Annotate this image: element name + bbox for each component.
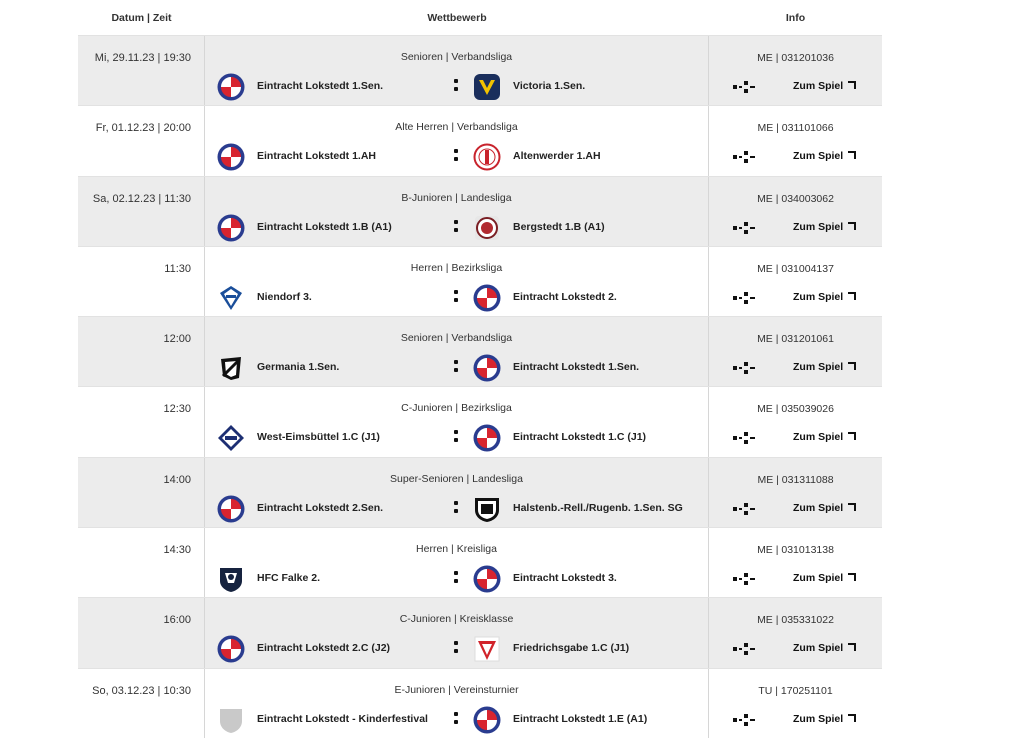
bergstedt-crest-icon xyxy=(473,214,501,242)
away-team: Eintracht Lokstedt 3. xyxy=(513,572,617,585)
zum-spiel-link[interactable]: Zum Spiel xyxy=(793,712,844,725)
lineup-icon[interactable] xyxy=(733,432,755,444)
score-separator-icon xyxy=(453,640,459,654)
match-date: 12:30 xyxy=(78,387,205,456)
home-team: Eintracht Lokstedt 1.Sen. xyxy=(257,80,384,92)
external-arrow-icon[interactable] xyxy=(848,714,856,722)
lineup-icon[interactable] xyxy=(733,362,755,374)
zum-spiel-link[interactable]: Zum Spiel xyxy=(793,431,844,444)
hfc-falke-crest-icon xyxy=(217,565,245,593)
lokstedt-crest-icon xyxy=(217,495,245,523)
away-team: Bergstedt 1.B (A1) xyxy=(513,220,605,233)
zum-spiel-link[interactable]: Zum Spiel xyxy=(793,150,844,163)
match-row xyxy=(78,386,882,456)
home-team: West-Eimsbüttel 1.C (J1) xyxy=(257,431,380,444)
zum-spiel-link[interactable]: Zum Spiel xyxy=(793,80,844,92)
match-code: ME | 031004137 xyxy=(757,262,834,275)
match-date: 14:00 xyxy=(78,458,205,527)
lokstedt-crest-icon xyxy=(473,424,501,452)
lineup-icon[interactable] xyxy=(733,222,755,234)
lokstedt-crest-icon xyxy=(473,284,501,312)
match-info xyxy=(709,177,882,246)
match-code: ME | 034003062 xyxy=(757,192,834,205)
league-label: Senioren | Verbandsliga xyxy=(400,51,513,63)
match-date: 11:30 xyxy=(78,247,205,316)
external-arrow-icon[interactable] xyxy=(848,643,856,651)
home-team: Eintracht Lokstedt - Kinderfestival xyxy=(257,712,428,725)
match-info xyxy=(709,528,882,597)
lineup-icon[interactable] xyxy=(733,292,755,304)
external-arrow-icon[interactable] xyxy=(848,81,856,89)
lokstedt-crest-icon xyxy=(473,565,501,593)
home-team: HFC Falke 2. xyxy=(257,572,321,585)
league-label: C-Junioren | Bezirksliga xyxy=(401,402,512,415)
external-arrow-icon[interactable] xyxy=(848,503,856,511)
match-code: ME | 035039026 xyxy=(757,403,834,416)
match-info xyxy=(709,669,882,738)
league-label: Herren | Kreisliga xyxy=(416,543,497,556)
table-header xyxy=(78,0,882,35)
zum-spiel-link[interactable]: Zum Spiel xyxy=(793,220,844,233)
match-code: ME | 031201036 xyxy=(757,52,834,64)
match-row xyxy=(78,457,882,527)
external-arrow-icon[interactable] xyxy=(848,432,856,440)
match-row xyxy=(78,176,882,246)
match-competition xyxy=(205,387,709,456)
score-separator-icon xyxy=(453,711,459,725)
league-label: Alte Herren | Verbandsliga xyxy=(395,121,518,134)
lineup-icon[interactable] xyxy=(733,714,755,726)
match-date: Mi, 29.11.23 | 19:30 xyxy=(78,36,205,105)
header-date-time: Datum | Zeit xyxy=(111,11,172,24)
match-info xyxy=(709,106,882,175)
match-date: Sa, 02.12.23 | 11:30 xyxy=(78,177,205,246)
match-row xyxy=(78,668,882,738)
lokstedt-crest-icon xyxy=(217,143,245,171)
match-row xyxy=(78,597,882,667)
score-separator-icon xyxy=(453,429,459,443)
away-team: Eintracht Lokstedt 1.Sen. xyxy=(513,361,640,374)
zum-spiel-link[interactable]: Zum Spiel xyxy=(793,572,844,585)
away-team: Eintracht Lokstedt 2. xyxy=(513,290,617,303)
league-label: Herren | Bezirksliga xyxy=(410,261,503,274)
germania-crest-icon xyxy=(217,354,245,382)
lineup-icon[interactable] xyxy=(733,503,755,515)
lineup-icon[interactable] xyxy=(733,81,755,93)
svhr-crest-icon xyxy=(473,495,501,523)
match-competition xyxy=(205,458,709,527)
zum-spiel-link[interactable]: Zum Spiel xyxy=(793,290,844,303)
match-info xyxy=(709,247,882,316)
match-date: 12:00 xyxy=(78,317,205,386)
match-code: ME | 035331022 xyxy=(757,614,834,627)
friedrichsgabe-crest-icon xyxy=(473,635,501,663)
match-competition xyxy=(205,317,709,386)
match-competition xyxy=(205,177,709,246)
match-row xyxy=(78,527,882,597)
score-separator-icon xyxy=(453,78,459,92)
match-competition xyxy=(205,36,709,105)
score-separator-icon xyxy=(453,570,459,584)
match-info xyxy=(709,36,882,105)
home-team: Eintracht Lokstedt 1.AH xyxy=(257,150,377,163)
external-arrow-icon[interactable] xyxy=(848,573,856,581)
home-team: Eintracht Lokstedt 2.Sen. xyxy=(257,501,384,514)
league-label: B-Junioren | Landesliga xyxy=(401,191,512,204)
match-info xyxy=(709,598,882,667)
match-code: ME | 031101066 xyxy=(757,122,834,135)
external-arrow-icon[interactable] xyxy=(848,362,856,370)
match-row xyxy=(78,35,882,105)
match-code: ME | 031201061 xyxy=(757,333,834,346)
score-separator-icon xyxy=(453,500,459,514)
away-team: Victoria 1.Sen. xyxy=(513,80,586,92)
league-label: E-Junioren | Vereinsturnier xyxy=(394,683,519,696)
match-competition xyxy=(205,528,709,597)
match-row xyxy=(78,316,882,386)
match-date: So, 03.12.23 | 10:30 xyxy=(78,669,205,738)
lokstedt-crest-icon xyxy=(473,354,501,382)
league-label: Senioren | Verbandsliga xyxy=(400,332,513,345)
match-info xyxy=(709,317,882,386)
lokstedt-crest-icon xyxy=(217,73,245,101)
score-separator-icon xyxy=(453,359,459,373)
match-code: ME | 031013138 xyxy=(757,544,834,557)
west-eimsbuettel-crest-icon xyxy=(217,424,245,452)
score-separator-icon xyxy=(453,148,459,162)
match-info xyxy=(709,458,882,527)
lokstedt-crest-icon xyxy=(217,214,245,242)
match-competition xyxy=(205,247,709,316)
match-competition xyxy=(205,669,709,738)
lineup-icon[interactable] xyxy=(733,573,755,585)
altenwerder-crest-icon xyxy=(473,143,501,171)
external-arrow-icon[interactable] xyxy=(848,292,856,300)
away-team: Friedrichsgabe 1.C (J1) xyxy=(513,642,630,655)
match-date: Fr, 01.12.23 | 20:00 xyxy=(78,106,205,175)
away-team: Eintracht Lokstedt 1.E (A1) xyxy=(513,712,648,725)
lineup-icon[interactable] xyxy=(733,643,755,655)
match-code: ME | 031311088 xyxy=(757,473,834,486)
match-date: 14:30 xyxy=(78,528,205,597)
zum-spiel-link[interactable]: Zum Spiel xyxy=(793,642,844,655)
zum-spiel-link[interactable]: Zum Spiel xyxy=(793,501,844,514)
header-info: Info xyxy=(785,11,806,24)
match-row xyxy=(78,105,882,175)
home-team: Eintracht Lokstedt 1.B (A1) xyxy=(257,220,392,233)
home-team: Eintracht Lokstedt 2.C (J2) xyxy=(257,642,391,655)
default-crest-icon xyxy=(217,706,245,734)
match-code: TU | 170251101 xyxy=(758,684,833,697)
match-list xyxy=(78,35,882,738)
header-competition: Wettbewerb xyxy=(427,11,487,24)
match-competition xyxy=(205,598,709,667)
away-team: Altenwerder 1.AH xyxy=(513,150,601,163)
away-team: Halstenb.-Rell./Rugenb. 1.Sen. SG xyxy=(513,501,683,514)
match-row xyxy=(78,246,882,316)
victoria-crest-icon xyxy=(473,73,501,101)
lokstedt-crest-icon xyxy=(217,635,245,663)
lineup-icon[interactable] xyxy=(733,151,755,163)
away-team: Eintracht Lokstedt 1.C (J1) xyxy=(513,431,647,444)
niendorf-crest-icon xyxy=(217,284,245,312)
zum-spiel-link[interactable]: Zum Spiel xyxy=(793,361,844,374)
lokstedt-crest-icon xyxy=(473,706,501,734)
league-label: C-Junioren | Kreisklasse xyxy=(399,613,514,626)
match-competition xyxy=(205,106,709,175)
score-separator-icon xyxy=(453,289,459,303)
match-table xyxy=(78,0,882,738)
home-team: Germania 1.Sen. xyxy=(257,361,340,374)
match-info xyxy=(709,387,882,456)
match-date: 16:00 xyxy=(78,598,205,667)
external-arrow-icon[interactable] xyxy=(848,222,856,230)
league-label: Super-Senioren | Landesliga xyxy=(390,472,523,485)
external-arrow-icon[interactable] xyxy=(848,151,856,159)
score-separator-icon xyxy=(453,219,459,233)
home-team: Niendorf 3. xyxy=(257,290,312,303)
